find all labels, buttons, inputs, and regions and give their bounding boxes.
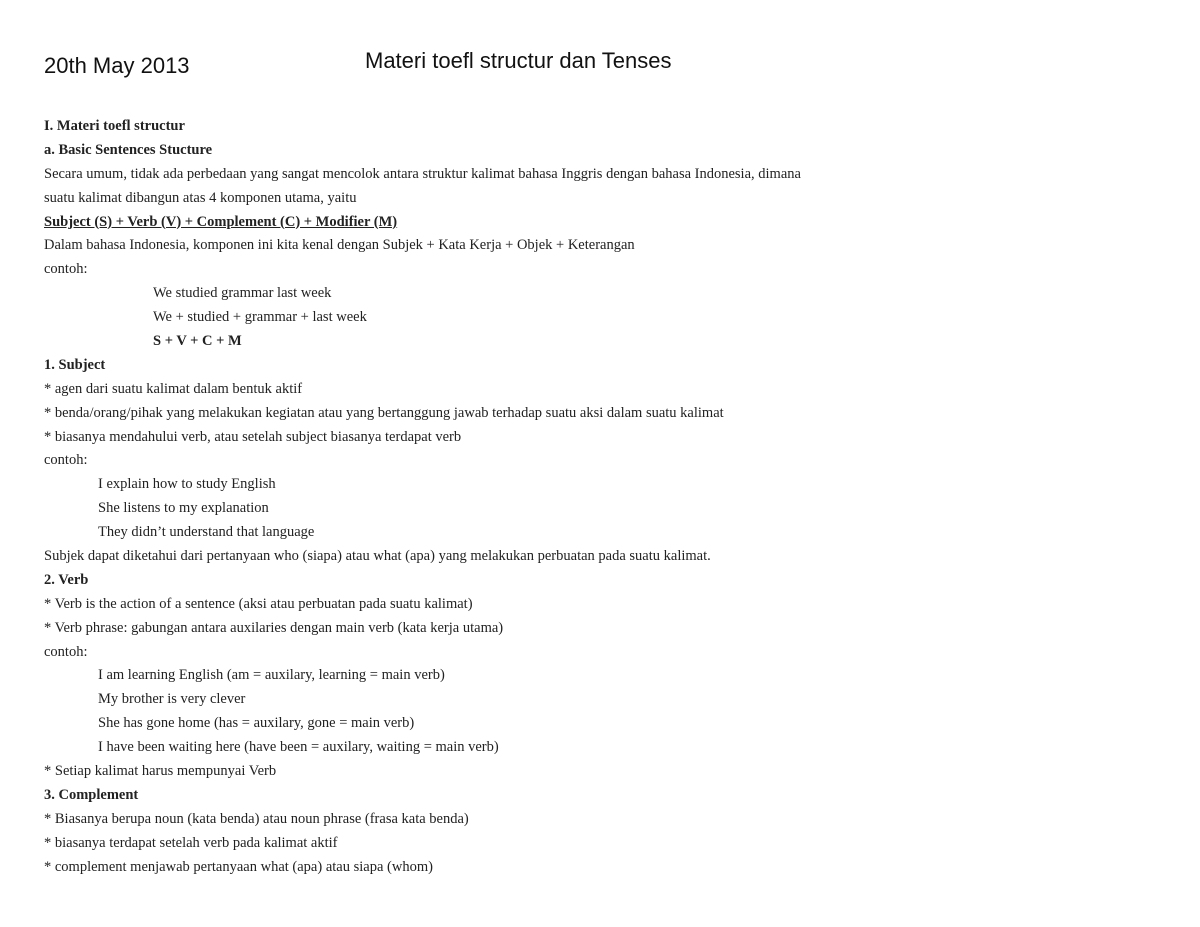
example-label: contoh:	[44, 261, 88, 278]
section-heading: I. Materi toefl structur	[44, 118, 185, 134]
subsection-heading: a. Basic Sentences Stucture	[44, 141, 213, 158]
subject-note: Subjek dapat diketahui dari pertanyaan who (siapa) atau what (apa) yang melakukan perbuatan pada suatu kalimat.	[44, 548, 711, 565]
verb-example: She has gone home (has = auxilary, gone = main verb)	[98, 715, 415, 732]
complement-bullet: * biasanya terdapat setelah verb pada kalimat aktif	[44, 834, 338, 851]
example-breakdown: We + studied + grammar + last week	[153, 309, 367, 326]
verb-example: I have been waiting here (have been = auxilary, waiting = main verb)	[98, 739, 499, 756]
intro-paragraph-line: suatu kalimat dibangun atas 4 komponen utama, yaitu	[44, 189, 357, 206]
complement-bullet: * Biasanya berupa noun (kata benda) atau noun phrase (frasa kata benda)	[44, 810, 469, 827]
subject-example: She listens to my explanation	[98, 500, 269, 517]
subject-heading: 1. Subject	[44, 356, 106, 373]
example-label: contoh:	[44, 643, 88, 660]
subject-bullet: * benda/orang/pihak yang melakukan kegiatan atau yang bertanggung jawab terhadap suatu aksi dalam suatu kalimat	[44, 404, 724, 421]
document-title: Materi toefl structur dan Tenses	[365, 48, 672, 73]
verb-heading: 2. Verb	[44, 571, 89, 588]
example-pattern: S + V + C + M	[153, 333, 242, 350]
verb-bullet: * Verb phrase: gabungan antara auxilaries dengan main verb (kata kerja utama)	[44, 619, 504, 636]
indonesian-equivalent: Dalam bahasa Indonesia, komponen ini kita kenal dengan Subjek + Kata Kerja + Objek + Keterangan	[44, 237, 635, 254]
example-label: contoh:	[44, 452, 88, 469]
verb-example: I am learning English (am = auxilary, learning = main verb)	[98, 667, 445, 684]
subject-example: I explain how to study English	[98, 476, 276, 493]
document-date: 20th May 2013	[44, 53, 190, 78]
complement-bullet: * complement menjawab pertanyaan what (apa) atau siapa (whom)	[44, 858, 433, 875]
subject-bullet: * biasanya mendahului verb, atau setelah subject biasanya terdapat verb	[44, 428, 462, 445]
document-body	[44, 115, 1164, 880]
verb-example: My brother is very clever	[98, 691, 246, 708]
subject-example: They didn’t understand that language	[98, 524, 315, 541]
complement-heading: 3. Complement	[44, 786, 139, 803]
verb-note: * Setiap kalimat harus mempunyai Verb	[44, 763, 277, 780]
verb-bullet: * Verb is the action of a sentence (aksi atau perbuatan pada suatu kalimat)	[44, 595, 473, 612]
example-sentence: We studied grammar last week	[153, 285, 332, 302]
subject-bullet: * agen dari suatu kalimat dalam bentuk aktif	[44, 380, 303, 397]
sentence-formula: Subject (S) + Verb (V) + Complement (C) + Modifier (M)	[44, 213, 398, 230]
intro-paragraph-line: Secara umum, tidak ada perbedaan yang sangat mencolok antara struktur kalimat bahasa Inggris dengan bahasa Indonesia, dimana	[44, 165, 801, 182]
